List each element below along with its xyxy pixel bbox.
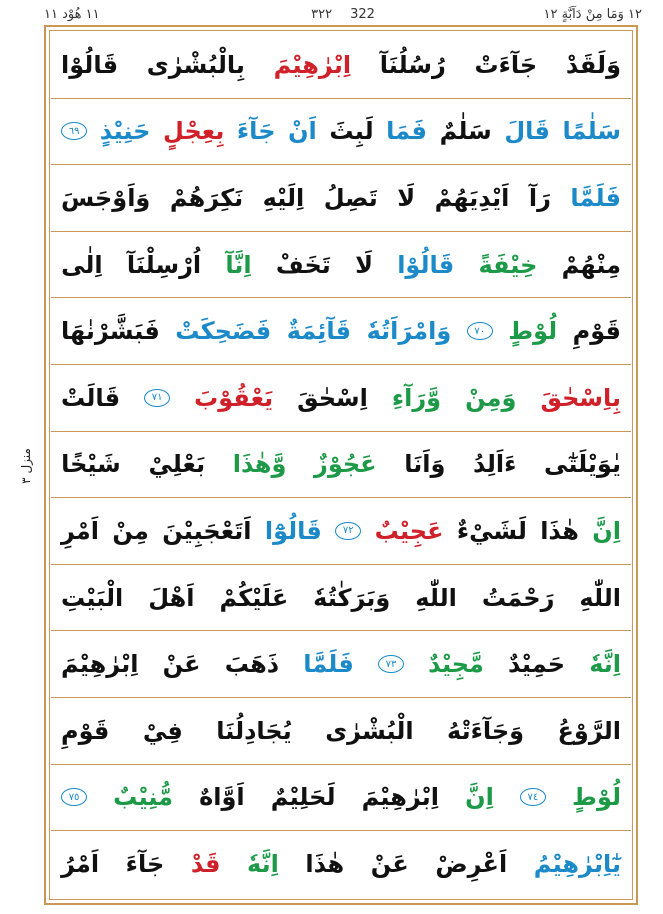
word: قَالُوْٓا	[264, 516, 322, 545]
word: مِنْ	[112, 516, 149, 545]
word: اِنَّهٗ	[589, 650, 621, 679]
verse-line	[51, 365, 631, 432]
word: اَمْرِ	[61, 516, 100, 545]
word: قَالُوْا	[61, 50, 119, 79]
ayah-end-marker: ٧٠	[467, 322, 493, 340]
word: اِنَّهٗ	[247, 850, 279, 879]
word: جَآءَ	[125, 850, 165, 879]
word: اَهْلَ	[148, 583, 195, 612]
word: اِبْرٰهِيْمَ	[361, 783, 440, 812]
word: اِسْحٰقَ	[297, 383, 368, 412]
word: لَا	[397, 183, 416, 212]
word: عَنْ	[162, 650, 201, 679]
word: وَّهٰذَا	[232, 450, 287, 479]
word: بِاِسْحٰقَ	[540, 383, 621, 412]
word: رَحْمَتُ	[481, 583, 555, 612]
word: اَوَّاهٌ	[199, 783, 245, 812]
word: الْبَيْتِ	[61, 583, 124, 612]
verse-line	[51, 165, 631, 232]
word: نَكِرَهُمْ	[169, 183, 244, 212]
ayah-end-marker: ٦٩	[61, 122, 87, 140]
word: اِبْرٰهِيْمَ	[273, 50, 352, 79]
word: يَعْقُوْبَ	[194, 383, 274, 412]
manzil-label: منزل ٣	[19, 448, 33, 484]
word: عَجُوْزٌ	[314, 450, 377, 479]
word: الْبُشْرٰى	[325, 716, 414, 745]
word: اَتَعْجَبِيْنَ	[162, 516, 252, 545]
word: وَامْرَاَتُهٗ	[366, 317, 452, 346]
word: لُوْطٍ	[572, 783, 621, 812]
page-header	[44, 7, 642, 27]
verse-line	[51, 498, 631, 565]
ayah-end-marker: ٧١	[144, 389, 170, 407]
word: وَجَآءَتْهُ	[447, 716, 525, 745]
word: اُرْسِلْنَآ	[126, 250, 202, 279]
verse-line	[51, 298, 631, 365]
word: قَوْمِ	[572, 317, 621, 346]
word: حَنِيْذٍ	[99, 117, 151, 146]
word: قَدْ	[190, 850, 221, 879]
word: اَنْ	[288, 117, 317, 146]
verse-line	[51, 698, 631, 765]
surah-name-header: ١١ هُوْد ١١	[44, 7, 100, 22]
word: مُّنِيْبٌ	[113, 783, 174, 812]
ayah-end-marker: ٧٥	[61, 788, 87, 806]
word: عَجِيْبٌ	[374, 516, 444, 545]
word: لَبِثَ	[329, 117, 374, 146]
word: اِنَّآ	[225, 250, 252, 279]
word: وَلَقَدْ	[565, 50, 621, 79]
ayah-end-marker: ٧٣	[378, 655, 404, 673]
word: تَخَفْ	[275, 250, 331, 279]
word: وَاَوْجَسَ	[61, 183, 151, 212]
word: اَعْرِضْ	[435, 850, 508, 879]
word: شَيْخًا	[61, 450, 121, 479]
word: لُوْطٍ	[508, 317, 558, 346]
word: ذَهَبَ	[224, 650, 280, 679]
word: رُسُلُنَآ	[379, 50, 446, 79]
word: اِبْرٰهِيْمَ	[61, 650, 139, 679]
page-number-arabic: ٣٢٢	[311, 7, 333, 22]
word: الرَّوْعُ	[557, 716, 621, 745]
word: اِنَّ	[465, 783, 494, 812]
word: ءَاَلِدُ	[473, 450, 517, 479]
word: يٰٓاِبْرٰهِيْمُ	[533, 850, 621, 879]
ayah-end-marker: ٧٢	[335, 522, 361, 540]
word: وَّرَآءِ	[391, 383, 442, 412]
word: قَالَ	[504, 117, 550, 146]
word: هٰذَا	[305, 850, 345, 879]
word: سَلٰمًا	[562, 117, 621, 146]
word: يُجَادِلُنَا	[216, 716, 292, 745]
word: جَآءَ	[236, 117, 276, 146]
word: قَآئِمَةٌ	[286, 317, 352, 346]
word: وَبَرَكٰتُهٗ	[313, 583, 391, 612]
manzil-marker	[14, 425, 38, 515]
word: سَلٰمٌ	[439, 117, 492, 146]
word: عَنْ	[370, 850, 409, 879]
word: اِلٰى	[61, 250, 103, 279]
ayah-end-marker: ٧٤	[520, 788, 546, 806]
word: يٰوَيْلَتٰٓى	[544, 450, 621, 479]
word: فَلَمَّا	[570, 183, 621, 212]
verse-line	[51, 565, 631, 632]
verse-line	[51, 99, 631, 166]
word: بِعِجْلٍ	[163, 117, 225, 146]
verse-line	[51, 232, 631, 299]
verse-line	[51, 765, 631, 832]
word: قَالَتْ	[61, 383, 121, 412]
verse-line	[51, 631, 631, 698]
word: لَشَيْءٌ	[456, 516, 527, 545]
verse-line	[51, 831, 631, 898]
word: خِيْفَةً	[478, 250, 538, 279]
word: اَيْدِيَهُمْ	[434, 183, 510, 212]
word: بَعْلِيْ	[148, 450, 206, 479]
word: وَمِنْ	[465, 383, 517, 412]
word: تَصِلُ	[323, 183, 378, 212]
word: فَضَحِكَتْ	[175, 317, 272, 346]
word: فِيْ	[142, 716, 183, 745]
word: وَاَنَا	[404, 450, 446, 479]
word: حَمِيْدٌ	[508, 650, 566, 679]
word: اللّٰهِ	[579, 583, 621, 612]
word: جَآءَتْ	[474, 50, 538, 79]
word: مَّجِيْدٌ	[428, 650, 484, 679]
word: فَبَشَّرْنٰهَا	[61, 317, 160, 346]
word: اللّٰهِ	[415, 583, 457, 612]
verse-line	[51, 432, 631, 499]
word: هٰذَا	[540, 516, 579, 545]
word: اِلَيْهِ	[262, 183, 305, 212]
page-number: 322	[350, 7, 375, 22]
word: لَحَلِيْمٌ	[270, 783, 336, 812]
word: اِنَّ	[592, 516, 621, 545]
word: مِنْهُمْ	[561, 250, 621, 279]
word: رَآ	[528, 183, 551, 212]
word: عَلَيْكُمْ	[219, 583, 289, 612]
word: قَوْمِ	[61, 716, 110, 745]
word: فَلَمَّا	[303, 650, 354, 679]
word: اَمْرُ	[61, 850, 100, 879]
word: بِالْبُشْرٰى	[146, 50, 245, 79]
word: فَمَا	[386, 117, 427, 146]
verse-block	[51, 32, 631, 898]
para-name-header: ١٢ وَمَا مِنْ دَآبَّةٍ ١٢	[543, 7, 642, 22]
word: لَا	[355, 250, 373, 279]
word: قَالُوْا	[397, 250, 455, 279]
verse-line	[51, 32, 631, 99]
